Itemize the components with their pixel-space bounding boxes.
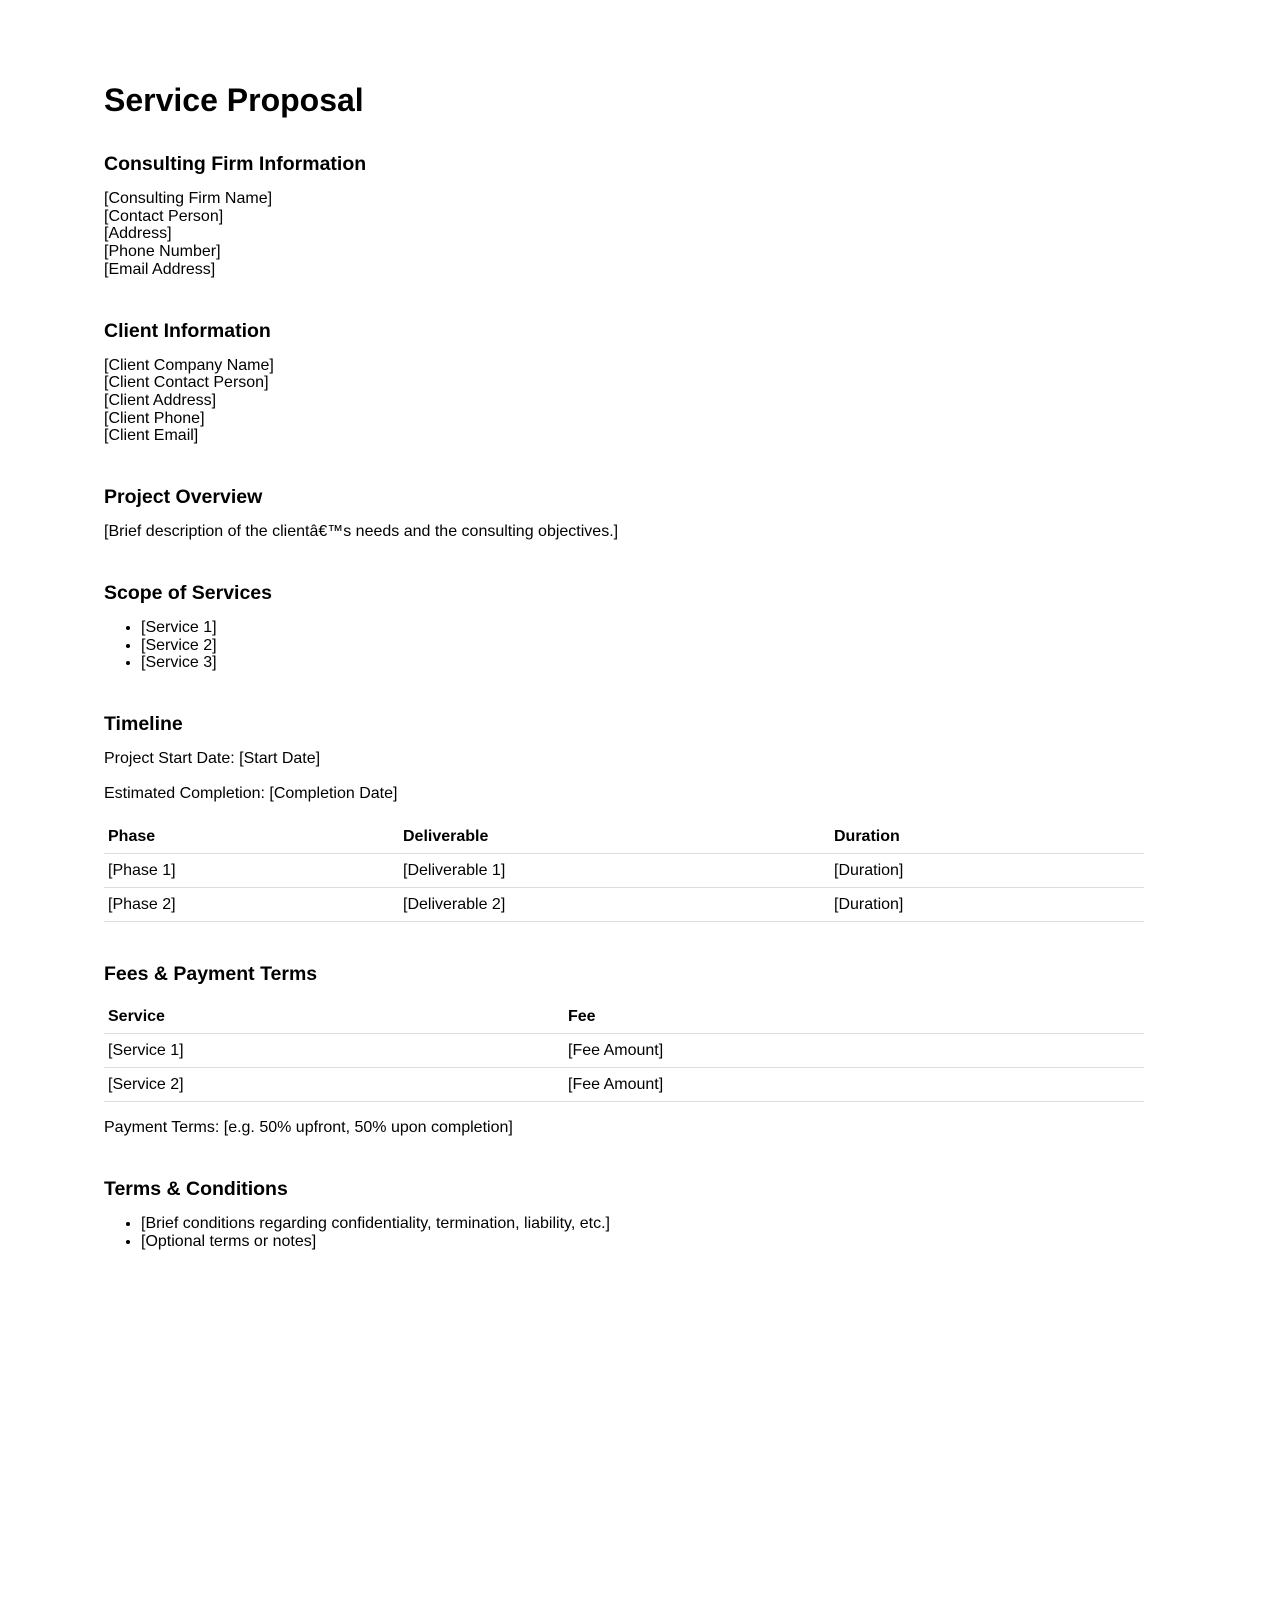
consulting-email: [Email Address]	[104, 260, 216, 278]
list-item: • [Service 3]	[141, 654, 1144, 672]
table-row	[104, 888, 1144, 922]
timeline-start-date: Project Start Date: [Start Date]	[104, 750, 321, 768]
column-header-service: Service	[104, 1000, 564, 1034]
fees-section	[104, 962, 1144, 1137]
consulting-address: [Address]	[104, 225, 172, 243]
consulting-firm-section	[104, 152, 1144, 279]
payment-terms: Payment Terms: [e.g. 50% upfront, 50% upon completion]	[104, 1119, 513, 1137]
column-header-duration: Duration	[830, 820, 1144, 854]
page-title: Service Proposal	[104, 82, 364, 118]
consulting-firm-heading: Consulting Firm Information	[104, 153, 367, 175]
list-item: • [Brief conditions regarding confidentiality, termination, liability, etc.]	[141, 1215, 1144, 1233]
table-row	[104, 1068, 1144, 1102]
table-header-row	[104, 820, 1144, 854]
table-cell: [Fee Amount]	[564, 1034, 1144, 1068]
table-cell: [Phase 2]	[104, 888, 399, 922]
table-cell: [Duration]	[830, 888, 1144, 922]
client-contact-person: [Client Contact Person]	[104, 374, 269, 392]
overview-heading: Project Overview	[104, 486, 263, 509]
table-cell: [Phase 1]	[104, 854, 399, 888]
table-cell: [Deliverable 1]	[399, 854, 830, 888]
table-cell: [Duration]	[830, 854, 1144, 888]
scope-section	[104, 581, 1144, 672]
list-item: • [Optional terms or notes]	[141, 1233, 1144, 1251]
column-header-fee: Fee	[564, 1000, 1144, 1034]
scope-heading: Scope of Services	[104, 582, 272, 605]
client-email: [Client Email]	[104, 427, 199, 445]
client-heading: Client Information	[104, 319, 271, 342]
timeline-section	[104, 712, 1144, 922]
column-header-phase: Phase	[104, 820, 399, 854]
overview-section	[104, 485, 1144, 541]
table-cell: [Deliverable 2]	[399, 888, 830, 922]
column-header-deliverable: Deliverable	[399, 820, 830, 854]
table-header-row	[104, 1000, 1144, 1034]
table-row	[104, 854, 1144, 888]
list-item: • [Service 1]	[141, 619, 1144, 637]
terms-heading: Terms & Conditions	[104, 1178, 288, 1201]
scope-list	[104, 619, 1144, 672]
client-section	[104, 319, 1144, 446]
table-cell: [Service 1]	[104, 1034, 564, 1068]
fees-table	[104, 1000, 1144, 1102]
client-company-name: [Client Company Name]	[104, 356, 274, 374]
fees-heading: Fees & Payment Terms	[104, 963, 318, 986]
timeline-table	[104, 820, 1144, 922]
timeline-heading: Timeline	[104, 713, 183, 736]
client-phone: [Client Phone]	[104, 409, 205, 427]
consulting-phone: [Phone Number]	[104, 243, 221, 261]
timeline-completion-date: Estimated Completion: [Completion Date]	[104, 785, 398, 803]
consulting-contact-person: [Contact Person]	[104, 207, 224, 225]
table-cell: [Service 2]	[104, 1068, 564, 1102]
table-row	[104, 1034, 1144, 1068]
consulting-firm-name: [Consulting Firm Name]	[104, 190, 273, 207]
terms-list	[104, 1215, 1144, 1250]
list-item: • [Service 2]	[141, 637, 1144, 655]
table-cell: [Fee Amount]	[564, 1068, 1144, 1102]
client-address: [Client Address]	[104, 391, 217, 409]
terms-section	[104, 1177, 1144, 1250]
overview-text: [Brief description of the clientâ€™s needs and the consulting objectives.]	[104, 523, 619, 541]
